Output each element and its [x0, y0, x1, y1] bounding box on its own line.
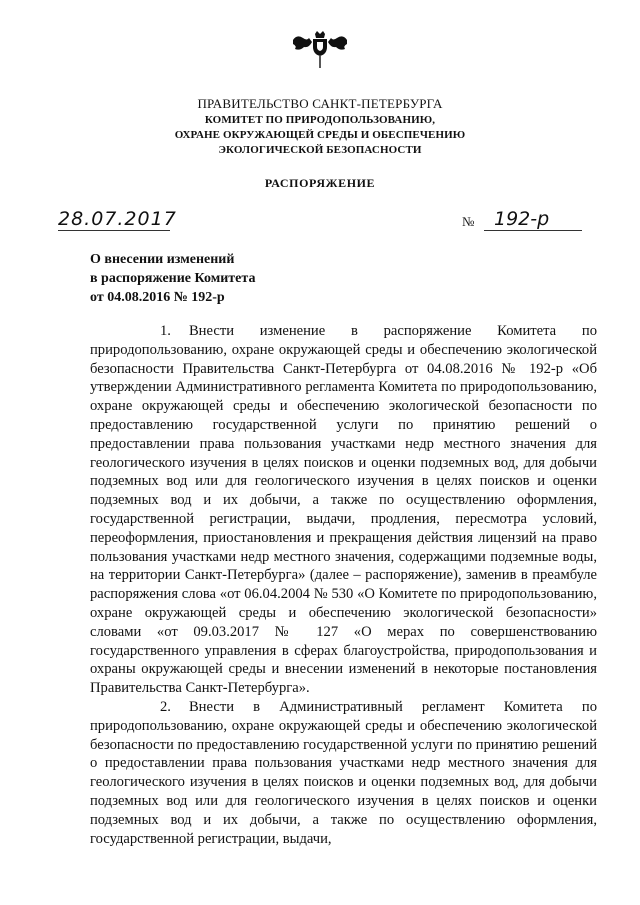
org-government: ПРАВИТЕЛЬСТВО САНКТ-ПЕТЕРБУРГА [197, 96, 443, 111]
paragraph-1-number: 1. [160, 323, 171, 339]
paragraph-1 [90, 322, 597, 698]
paragraph-2 [90, 698, 597, 848]
paragraph-2-number: 2. [160, 698, 171, 715]
org-committee-line-3: ЭКОЛОГИЧЕСКОЙ БЕЗОПАСНОСТИ [218, 144, 422, 156]
number-sign: № [462, 214, 475, 229]
document-date: 28.07.2017 [58, 208, 177, 230]
subject-line-1: О внесении изменений [90, 252, 235, 267]
document-body [90, 322, 597, 848]
subject-line-2: в распоряжение Комитета [90, 271, 256, 286]
subject-line-3: от 04.08.2016 № 192-р [90, 290, 225, 305]
org-committee-line-1: КОМИТЕТ ПО ПРИРОДОПОЛЬЗОВАНИЮ, [204, 114, 436, 126]
document-type: РАСПОРЯЖЕНИЕ [264, 176, 376, 190]
document-subject [90, 250, 255, 307]
document-number: 192-р [484, 208, 582, 231]
paragraph-2-text: Внести в Административный регламент Комитета по природопользованию, охране окружающей среды и обеспечению экологической безопасности по предоставлению государственной услуги по принятию решений о предоставлении права пользования участками недр местного значения для геологического изучения в целях поисков и оценки подземных вод, для добычи подземных вод или для геологического изучения в целях поисков и оценки подземных вод и их добычи, а также по осуществлению оформления, государственной регистрации, выдачи, [90, 698, 597, 847]
paragraph-1-text: Внести изменение в распоряжение Комитета по природопользованию, охране окружающей среды и обеспечению экологической безопасности Правительства Санкт-Петербурга от 04.08.2016 № 192-р «Об утверждении Административного регламента Комитета по природопользованию, охране окружающей среды и обеспечению экологической безопасности по предоставлению государственной услуги по принятию решений о предоставлении права пользования участками недр местного значения для геологического изучения в целях поисков и оценки подземных вод, для добычи подземных вод или для геологического изучения в целях поисков и оценки подземных вод и их добычи, а также по осуществлению оформления, государственной регистрации, выдачи, продления, пересмотра условий, переоформления, приостановления и прекращения действия лицензий на право пользования участками недр местного значения, содержащими подземные воды, на территории Санкт-Петербурга» (далее – распоряжение), заменив в преамбуле распоряжения слова «от 06.04.2004 № 530 «О Комитете по природопользованию, охране окружающей среды и обеспечению экологической безопасности» словами «от 09.03.2017 № 127 «О мерах по совершенствованию государственного управления в сферах благоустройства, природопользования и охраны окружающей среды и внесении изменений в некоторые постановления Правительства Санкт-Петербурга». [90, 323, 597, 697]
coat-of-arms-emblem [289, 30, 351, 70]
org-committee-line-2: ОХРАНЕ ОКРУЖАЮЩЕЙ СРЕДЫ И ОБЕСПЕЧЕНИЮ [174, 129, 466, 141]
